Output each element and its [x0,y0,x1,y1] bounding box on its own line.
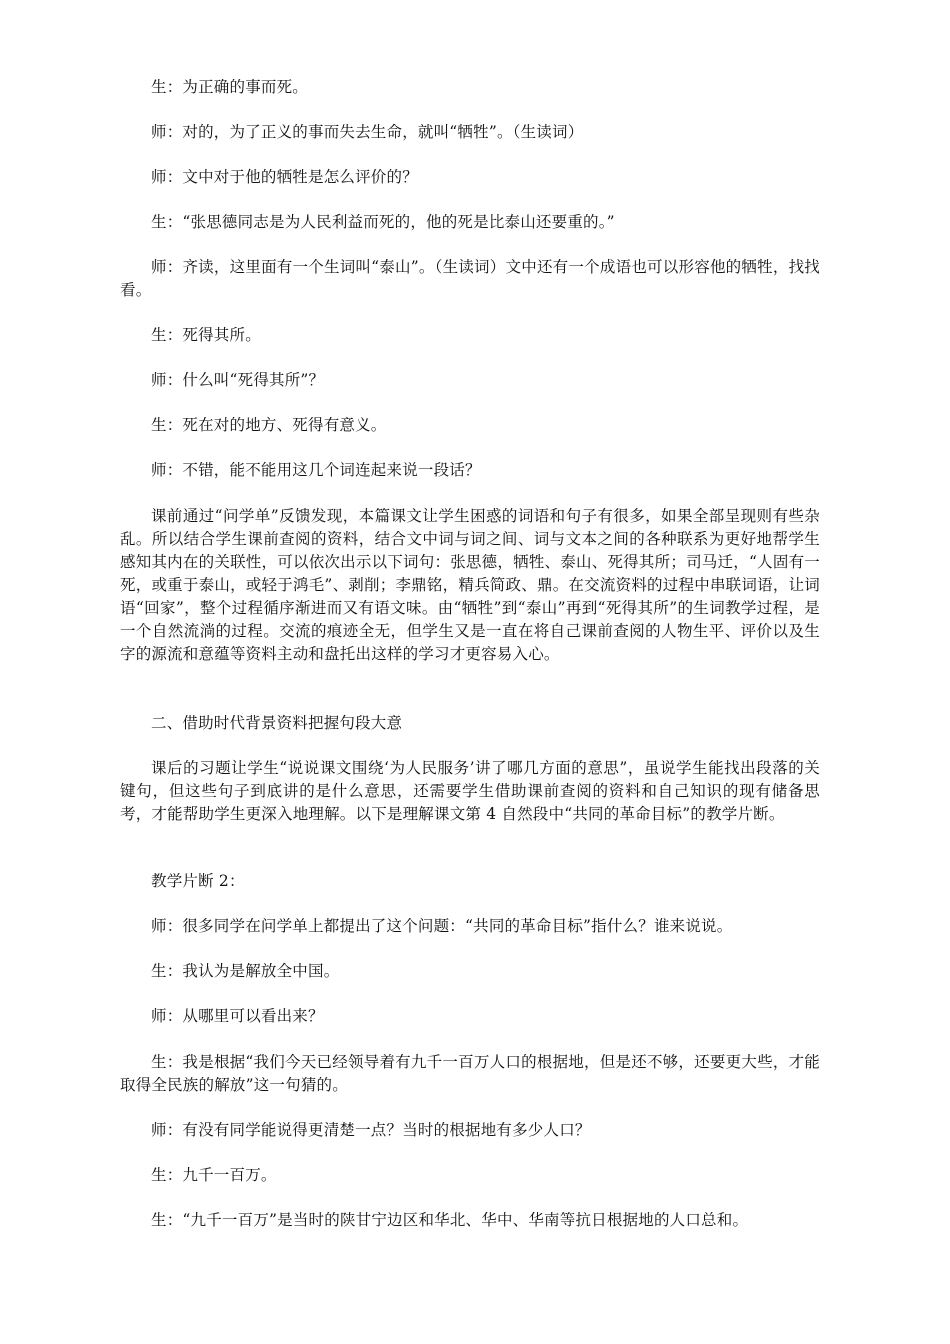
paragraph-2: 师：对的，为了正义的事而失去生命，就叫“牺牲”。（生读词） [151,123,584,141]
paragraph-1: 生：为正确的事而死。 [151,78,309,96]
paragraph-15: 生：我认为是解放全中国。 [151,962,340,980]
paragraph-20: 生：“九千一百万”是当时的陕甘宁边区和华北、华中、华南等抗日根据地的人口总和。 [151,1211,749,1229]
paragraph-6: 生：死得其所。 [151,326,261,344]
paragraph-10: 课前通过“问学单”反馈发现，本篇课文让学生困惑的词语和句子有很多，如果全部呈现则有些杂乱。所以结合学生课前查阅的资料，结合文中词与词之间、词与文本之间的各种联系为更好地帮学生感知其内在的关联性，可以依次出示以下词句：张思德，牺牲、泰山、死得其所；司马迁，“人固有一死，或重于泰山，或轻于鸿毛”、剥削；李鼎铭，精兵简政、鼎。在交流资料的过程中串联词语，让词语“回家”，整个过程循序渐进而又有语文味。由“牺牲”到“泰山”再到“死得其所”的生词教学过程，是一个自然流淌的过程。交流的痕迹全无，但学生又是一直在将自己课前查阅的人物生平、评价以及生字的源流和意蕴等资料主动和盘托出这样的学习才更容易入心。 [120,507,820,663]
paragraph-16: 师：从哪里可以看出来？ [151,1007,324,1025]
paragraph-7: 师：什么叫“死得其所”？ [151,371,325,389]
paragraph-5: 师：齐读，这里面有一个生词叫“泰山”。（生读词）文中还有一个成语也可以形容他的牺牲，找找看。 [120,258,820,299]
paragraph-13: 教学片断 2： [151,872,245,890]
paragraph-9: 师：不错，能不能用这几个词连起来说一段话？ [151,461,481,479]
paragraph-3: 师：文中对于他的牺牲是怎么评价的？ [151,168,418,186]
paragraph-18: 师：有没有同学能说得更清楚一点？当时的根据地有多少人口？ [151,1121,591,1139]
section-heading: 二、借助时代背景资料把握句段大意 [151,714,403,732]
paragraph-14: 师：很多同学在问学单上都提出了这个问题：“共同的革命目标”指什么？谁来说说。 [151,917,733,935]
paragraph-12: 课后的习题让学生“说说课文围绕‘为人民服务’讲了哪几方面的意思”，虽说学生能找出段落的关键句，但这些句子到底讲的是什么意思，还需要学生借助课前查阅的资料和自己知识的现有储备思考，才能帮助学生更深入地理解。以下是理解课文第 4 自然段中“共同的革命目标”的教学片断。 [120,759,820,823]
paragraph-4: 生：“张思德同志是为人民利益而死的，他的死是比泰山还要重的。” [151,213,615,231]
paragraph-17: 生：我是根据“我们今天已经领导着有九千一百万人口的根据地，但是还不够，还要更大些，才能取得全民族的解放”这一句猜的。 [120,1053,820,1094]
paragraph-19: 生：九千一百万。 [151,1166,277,1184]
paragraph-8: 生：死在对的地方、死得有意义。 [151,416,387,434]
